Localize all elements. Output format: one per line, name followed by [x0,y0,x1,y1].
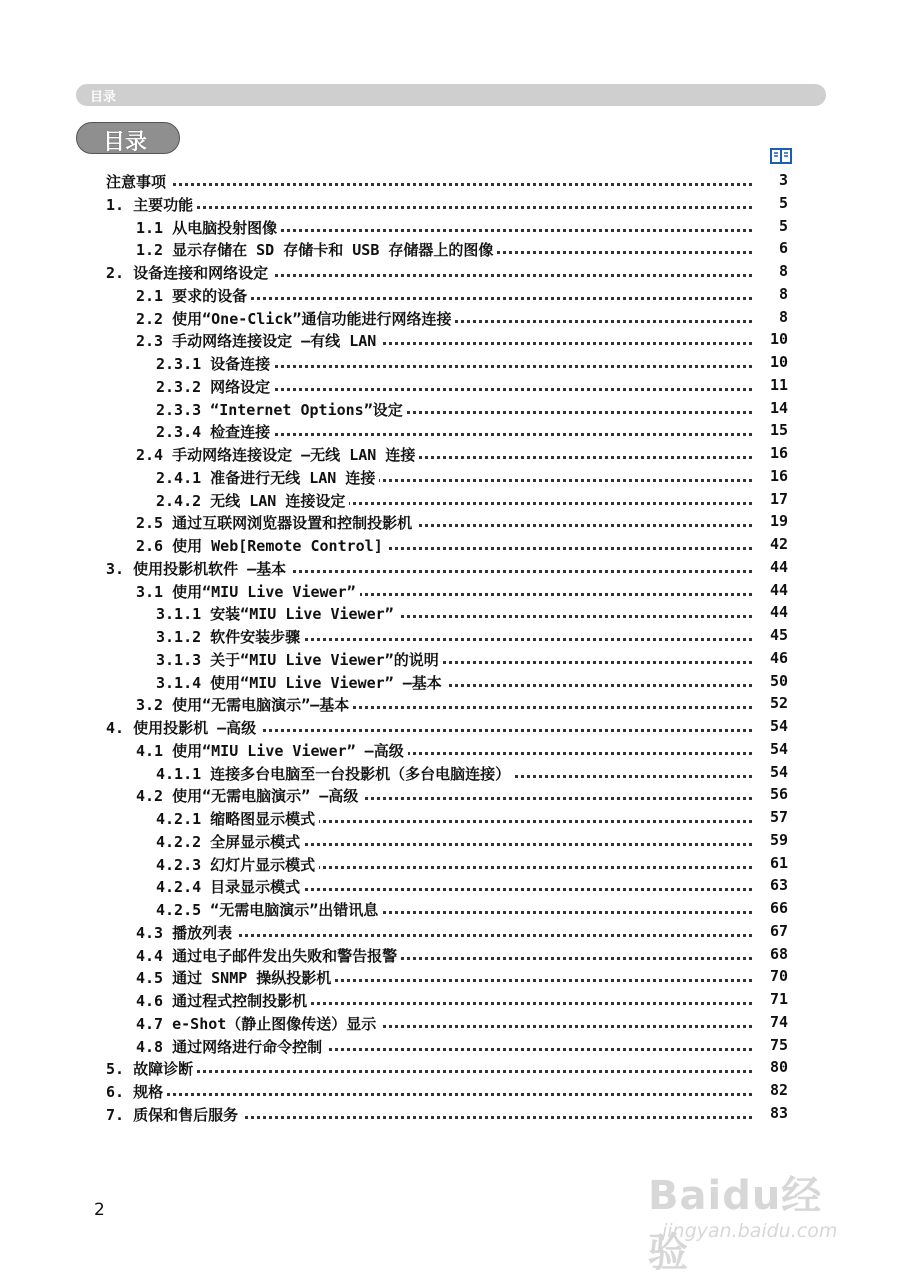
section-header-bar [76,84,826,106]
toc-entry[interactable] [0,648,905,670]
watermark-main: Baidu经验 [648,1173,823,1276]
toc-entry[interactable] [0,307,905,329]
toc-entry-label: 6. 规格 [106,1081,167,1102]
watermark [640,1140,860,1276]
toc-entry[interactable] [0,875,905,897]
toc-entry-page: 3 [778,171,788,189]
toc-entry[interactable] [0,739,905,761]
toc-entry-page: 50 [769,671,788,690]
toc-entry-label: 3.1.4 使用“MIU Live Viewer” —基本 [156,672,446,693]
watermark-sub: jingyan.baidu.com [662,1220,838,1242]
toc-entry[interactable] [0,398,905,420]
toc-entry-page: 70 [769,967,788,986]
toc-entry-leader [106,1070,752,1073]
toc-entry-label: 2.2 使用“One-Click”通信功能进行网络连接 [136,308,455,329]
toc-entry-page: 52 [769,694,788,713]
toc-entry[interactable] [0,693,905,715]
toc-entry[interactable] [0,511,905,533]
toc-entry[interactable] [0,170,905,192]
toc-entry[interactable] [0,557,905,579]
toc-entry-page: 46 [769,648,788,667]
toc-entry-page: 59 [769,830,788,849]
toc-entry-label: 2.3.4 检查连接 [156,421,274,442]
toc-entry-label: 1.1 从电脑投射图像 [136,217,281,238]
toc-entry-label: 3.1 使用“MIU Live Viewer” [136,581,360,602]
toc-entry-page: 54 [769,717,788,735]
toc-entry[interactable] [0,580,905,602]
toc-entry[interactable] [0,1057,905,1079]
toc-entry[interactable] [0,716,905,738]
toc-entry[interactable] [0,625,905,647]
toc-entry-label: 4.1 使用“MIU Live Viewer” —高级 [136,740,408,761]
toc-entry[interactable] [0,1103,905,1125]
toc-entry-page: 5 [778,216,788,235]
toc-entry[interactable] [0,602,905,624]
toc-entry-label: 2.3 手动网络连接设定 —有线 LAN [136,330,380,351]
toc-entry-page: 8 [778,307,788,326]
toc-entry-label: 2.4.2 无线 LAN 连接设定 [156,490,349,511]
toc-entry-page: 80 [769,1058,788,1077]
toc-entry-label: 4.8 通过网络进行命令控制 [136,1036,326,1057]
toc-entry-label: 4. 使用投影机 —高级 [106,717,260,738]
toc-entry-label: 2.3.2 网络设定 [156,376,274,397]
toc-entry-page: 44 [769,557,788,576]
toc-entry-label: 4.1.1 连接多台电脑至一台投影机（多台电脑连接） [156,763,514,784]
toc-entry-label: 4.2.5 “无需电脑演示”出错讯息 [156,899,382,920]
toc-entry[interactable] [0,489,905,511]
toc-entry-label: 4.2.1 缩略图显示模式 [156,808,319,829]
toc-entry-label: 4.2.4 目录显示模式 [156,876,304,897]
toc-entry-page: 16 [769,466,788,485]
toc-entry-page: 61 [769,853,788,872]
toc-entry[interactable] [0,784,905,806]
toc-entry-label: 1. 主要功能 [106,194,197,215]
toc-entry-page: 10 [769,353,788,371]
toc-entry[interactable] [0,534,905,556]
toc-entry-page: 71 [769,990,788,1008]
toc-entry-page: 44 [769,603,788,622]
page-title-pill [76,122,180,154]
toc-entry-leader [106,1093,752,1096]
toc-entry-page: 63 [769,876,788,895]
toc-entry-label: 4.4 通过电子邮件发出失败和警告报警 [136,945,401,966]
toc-entry-page: 15 [769,421,788,440]
toc-entry[interactable] [0,352,905,374]
toc-entry-page: 17 [769,489,788,508]
toc-entry-label: 3. 使用投影机软件 —基本 [106,558,290,579]
toc-entry-label: 3.2 使用“无需电脑演示”—基本 [136,694,353,715]
toc-entry-page: 56 [769,785,788,804]
toc-entry-label: 2.3.3 “Internet Options”设定 [156,399,407,420]
toc-entry[interactable] [0,830,905,852]
toc-entry-page: 10 [769,330,788,349]
toc-entry-leader [106,183,752,186]
toc-entry-page: 66 [769,899,788,917]
toc-entry[interactable] [0,193,905,215]
toc-entry-label: 2.1 要求的设备 [136,285,251,306]
toc-entry[interactable] [0,966,905,988]
toc-entry[interactable] [0,921,905,943]
toc-entry[interactable] [0,238,905,260]
toc-entry-page: 8 [778,284,788,303]
page-title: 目录 [103,130,148,155]
toc-entry-page: 42 [769,535,788,553]
toc-entry[interactable] [0,989,905,1011]
toc-entry[interactable] [0,1080,905,1102]
toc-entry-label: 2.4 手动网络连接设定 —无线 LAN 连接 [136,444,419,465]
toc-entry[interactable] [0,420,905,442]
toc-entry[interactable] [0,1035,905,1057]
toc-entry-label: 3.1.1 安装“MIU Live Viewer” [156,603,398,624]
toc-entry-label: 4.7 e-Shot（静止图像传送）显示 [136,1013,380,1034]
toc-entry-page: 57 [769,808,788,826]
toc-entry-page: 19 [769,512,788,531]
toc-entry-page: 67 [769,921,788,940]
toc-entry-page: 82 [769,1081,788,1099]
toc-entry-page: 45 [769,626,788,644]
toc-entry-label: 2.3.1 设备连接 [156,353,274,374]
toc-entry-label: 2.6 使用 Web[Remote Control] [136,535,387,556]
toc-entry-label: 3.1.2 软件安装步骤 [156,626,304,647]
toc-entry-page: 6 [778,239,788,258]
toc-entry[interactable] [0,284,905,306]
toc-entry[interactable] [0,671,905,693]
toc-entry-label: 2.5 通过互联网浏览器设置和控制投影机 [136,512,416,533]
toc-entry-page: 5 [778,193,788,212]
toc-entry[interactable] [0,762,905,784]
toc-entry-page: 68 [769,944,788,963]
toc-entry-page: 54 [769,739,788,758]
toc-entry-label: 3.1.3 关于“MIU Live Viewer”的说明 [156,649,443,670]
toc-entry-page: 11 [769,375,788,394]
toc-entry-label: 1.2 显示存储在 SD 存储卡和 USB 存储器上的图像 [136,239,497,260]
toc-entry-label: 注意事项 [106,171,170,192]
toc-entry[interactable] [0,375,905,397]
toc-entry[interactable] [0,443,905,465]
toc-entry-page: 54 [769,762,788,781]
toc-entry[interactable] [0,944,905,966]
toc-entry-page: 74 [769,1012,788,1031]
toc-entry-label: 2. 设备连接和网络设定 [106,262,272,283]
toc-entry-leader [106,206,752,209]
toc-entry[interactable] [0,807,905,829]
page-number: 2 [94,1200,105,1220]
toc-entry-page: 83 [769,1103,788,1122]
toc-entry-label: 4.6 通过程式控制投影机 [136,990,311,1011]
toc-entry[interactable] [0,853,905,875]
toc-entry[interactable] [0,329,905,351]
section-header-label: 目录 [90,90,117,105]
toc-entry[interactable] [0,216,905,238]
toc-entry-label: 2.4.1 准备进行无线 LAN 连接 [156,467,379,488]
toc-entry-page: 16 [769,444,788,462]
toc-entry-label: 4.2.3 幻灯片显示模式 [156,854,319,875]
book-icon[interactable] [770,148,792,164]
toc-entry-page: 14 [769,398,788,417]
toc-entry-label: 5. 故障诊断 [106,1058,197,1079]
toc-entry[interactable] [0,261,905,283]
toc-entry-label: 4.5 通过 SNMP 操纵投影机 [136,967,335,988]
toc-entry-page: 8 [778,262,788,280]
toc-entry[interactable] [0,466,905,488]
toc-entry-label: 4.2.2 全屏显示模式 [156,831,304,852]
toc-entry-label: 4.2 使用“无需电脑演示” —高级 [136,785,362,806]
toc-entry-label: 4.3 播放列表 [136,922,236,943]
toc-entry[interactable] [0,1012,905,1034]
toc-entry-label: 7. 质保和售后服务 [106,1104,242,1125]
toc-entry-page: 44 [769,580,788,599]
toc-entry-page: 75 [769,1035,788,1054]
toc-entry[interactable] [0,898,905,920]
